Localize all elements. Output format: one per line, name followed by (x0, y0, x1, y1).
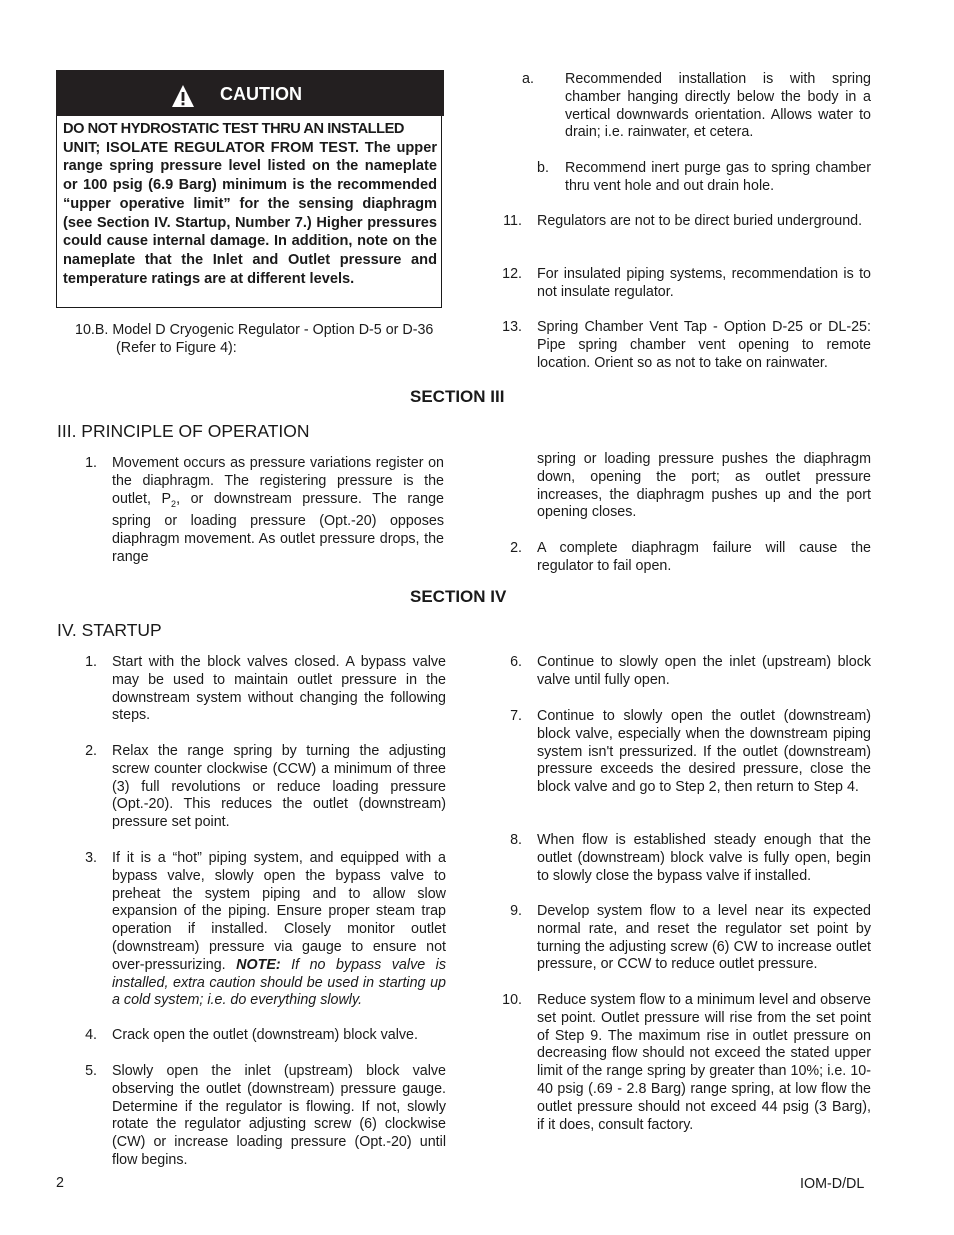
step-number: 7. (510, 708, 522, 724)
step-number: 5. (85, 1063, 97, 1079)
list-item-number: 11. (503, 213, 522, 229)
item-10b-line2: (Refer to Figure 4): (116, 339, 237, 356)
document-id: IOM-D/DL (800, 1176, 865, 1192)
list-item-text: Recommended installation is with spring chamber hanging directly below the body in a vertical downwards orientation. Allows water to drain; i.e. rainwater, et cetera. (565, 71, 871, 141)
list-item-number: 12. (502, 266, 522, 282)
step-number: 1. (85, 654, 97, 670)
section-iii-title: III. PRINCIPLE OF OPERATION (57, 421, 310, 441)
operation-item-1 (112, 455, 444, 567)
item-10b-line1: 10.B. Model D Cryogenic Regulator - Option D-5 or D-36 (75, 322, 434, 338)
operation-item-1-text-end: , or downstream pressure. The range spring or loading pressure (Opt.-20) opposes diaphragm movement. As outlet pressure drops, the range (112, 490, 444, 565)
operation-item-2: A complete diaphragm failure will cause the regulator to fail open. (537, 540, 871, 574)
caution-text (63, 120, 437, 288)
list-item-text: Spring Chamber Vent Tap - Option D-25 or DL-25: Pipe spring chamber vent opening to remote location. Orient so as not to take on rainwater. (537, 319, 871, 371)
section-iv-title: IV. STARTUP (57, 620, 162, 640)
list-item-text: For insulated piping systems, recommendation is to not insulate regulator. (537, 266, 871, 300)
startup-step: When flow is established steady enough that the outlet (downstream) block valve is fully open, begin to slowly close the bypass valve if installed. (537, 832, 871, 884)
section-iv-heading: SECTION IV (410, 587, 507, 606)
list-item-text: Regulators are not to be direct buried underground. (537, 213, 863, 229)
list-item-number: 13. (502, 319, 522, 335)
startup-step (112, 850, 446, 1010)
list-item-number: 1. (85, 455, 97, 471)
list-item-number: 2. (510, 540, 522, 556)
startup-step: Crack open the outlet (downstream) block valve. (112, 1027, 418, 1043)
step-number: 3. (85, 850, 97, 866)
operation-item-1-text: Movement occurs as pressure variations register on the diaphragm. The registering pressure is the outlet, P (112, 455, 444, 507)
step-number: 10. (502, 992, 522, 1008)
startup-step: Slowly open the inlet (upstream) block valve observing the outlet (downstream) pressure gauge. Determine if the regulator is flowing. If not, slowly rotate the regulator adjusting screw (6) clockwise (CW) or increase loading pressure (Opt.-20) until flow begins. (112, 1063, 446, 1168)
step-number: 6. (510, 654, 522, 670)
step-number: 4. (85, 1027, 97, 1043)
startup-step: Continue to slowly open the outlet (downstream) block valve, especially when the downstream piping system isn't pressurized. If the outlet (downstream) pressure exceeds the desired pressure, close the block valve and go to Step 2, then return to Step 4. (537, 708, 871, 796)
startup-step: Reduce system flow to a minimum level and observe set point. Outlet pressure will rise from the set point of Step 9. The maximum rise in outlet pressure on decreasing flow should not exceed the stated upper limit of the range spring by greater than 10%; i.e. 10-40 psig (.69 - 2.8 Barg) range spring, at low flow the outlet pressure should not exceed 44 psig (3 Barg), if it does, consult factory. (537, 992, 871, 1133)
note-label: NOTE: (236, 956, 281, 973)
startup-step: Continue to slowly open the inlet (upstream) block valve until fully open. (537, 654, 871, 688)
item-10b (75, 322, 455, 358)
startup-step: Relax the range spring by turning the adjusting screw counter clockwise (CCW) a minimum of three (3) full revolutions or reduce loading pressure (Opt.-20). This reduces the outlet (downstream) pressure set point. (112, 743, 446, 831)
page-number: 2 (56, 1175, 64, 1191)
list-item-text: Recommend inert purge gas to spring chamber thru vent hole and out drain hole. (565, 160, 871, 194)
list-item-number: a. (522, 71, 534, 87)
startup-step: Develop system flow to a level near its expected normal rate, and reset the regulator set point by turning the adjusting screw (6) CW to increase outlet pressure, or CCW to reduce outlet pressure. (537, 903, 871, 973)
caution-title: CAUTION (220, 84, 302, 104)
subscript-2: 2 (171, 498, 177, 509)
caution-first-line: DO NOT HYDROSTATIC TEST THRU AN INSTALLED (63, 121, 404, 137)
startup-step-text: If it is a “hot” piping system, and equipped with a bypass valve, slowly open the bypass valve to preheat the system piping and to allow slow expansion of the piping. Ensure proper steam trap operation if installed. Closely monitor outlet (downstream) pressure via gauge to ensure not over-pressurizing. (112, 850, 446, 973)
step-number: 9. (510, 903, 522, 919)
step-number: 8. (510, 832, 522, 848)
caution-body-text: UNIT; ISOLATE REGULATOR FROM TEST. The upper range spring pressure level listed on the nameplate or 100 psig (6.9 Barg) minimum is the recommended “upper operative limit” for the sensing diaphragm (see Section IV. Startup, Number 7.) Higher pressures could cause internal damage. In addition, note on the nameplate that the Inlet and Outlet pressure and temperature ratings are at different levels. (63, 139, 437, 287)
startup-step: Start with the block valves closed. A bypass valve may be used to maintain outlet pressure in the downstream system without changing the following steps. (112, 654, 446, 724)
warning-triangle-icon (171, 84, 195, 108)
note-text: If no bypass valve is installed, extra caution should be used in starting up a cold system; i.e. do everything slowly. (112, 956, 446, 1009)
step-number: 2. (85, 743, 97, 759)
list-item-number: b. (537, 160, 549, 176)
operation-item-1-continued: spring or loading pressure pushes the diaphragm down, opening the port; as outlet pressure increases, the diaphragm pushes up and the port opening closes. (537, 451, 871, 521)
section-iii-heading: SECTION III (410, 387, 505, 406)
